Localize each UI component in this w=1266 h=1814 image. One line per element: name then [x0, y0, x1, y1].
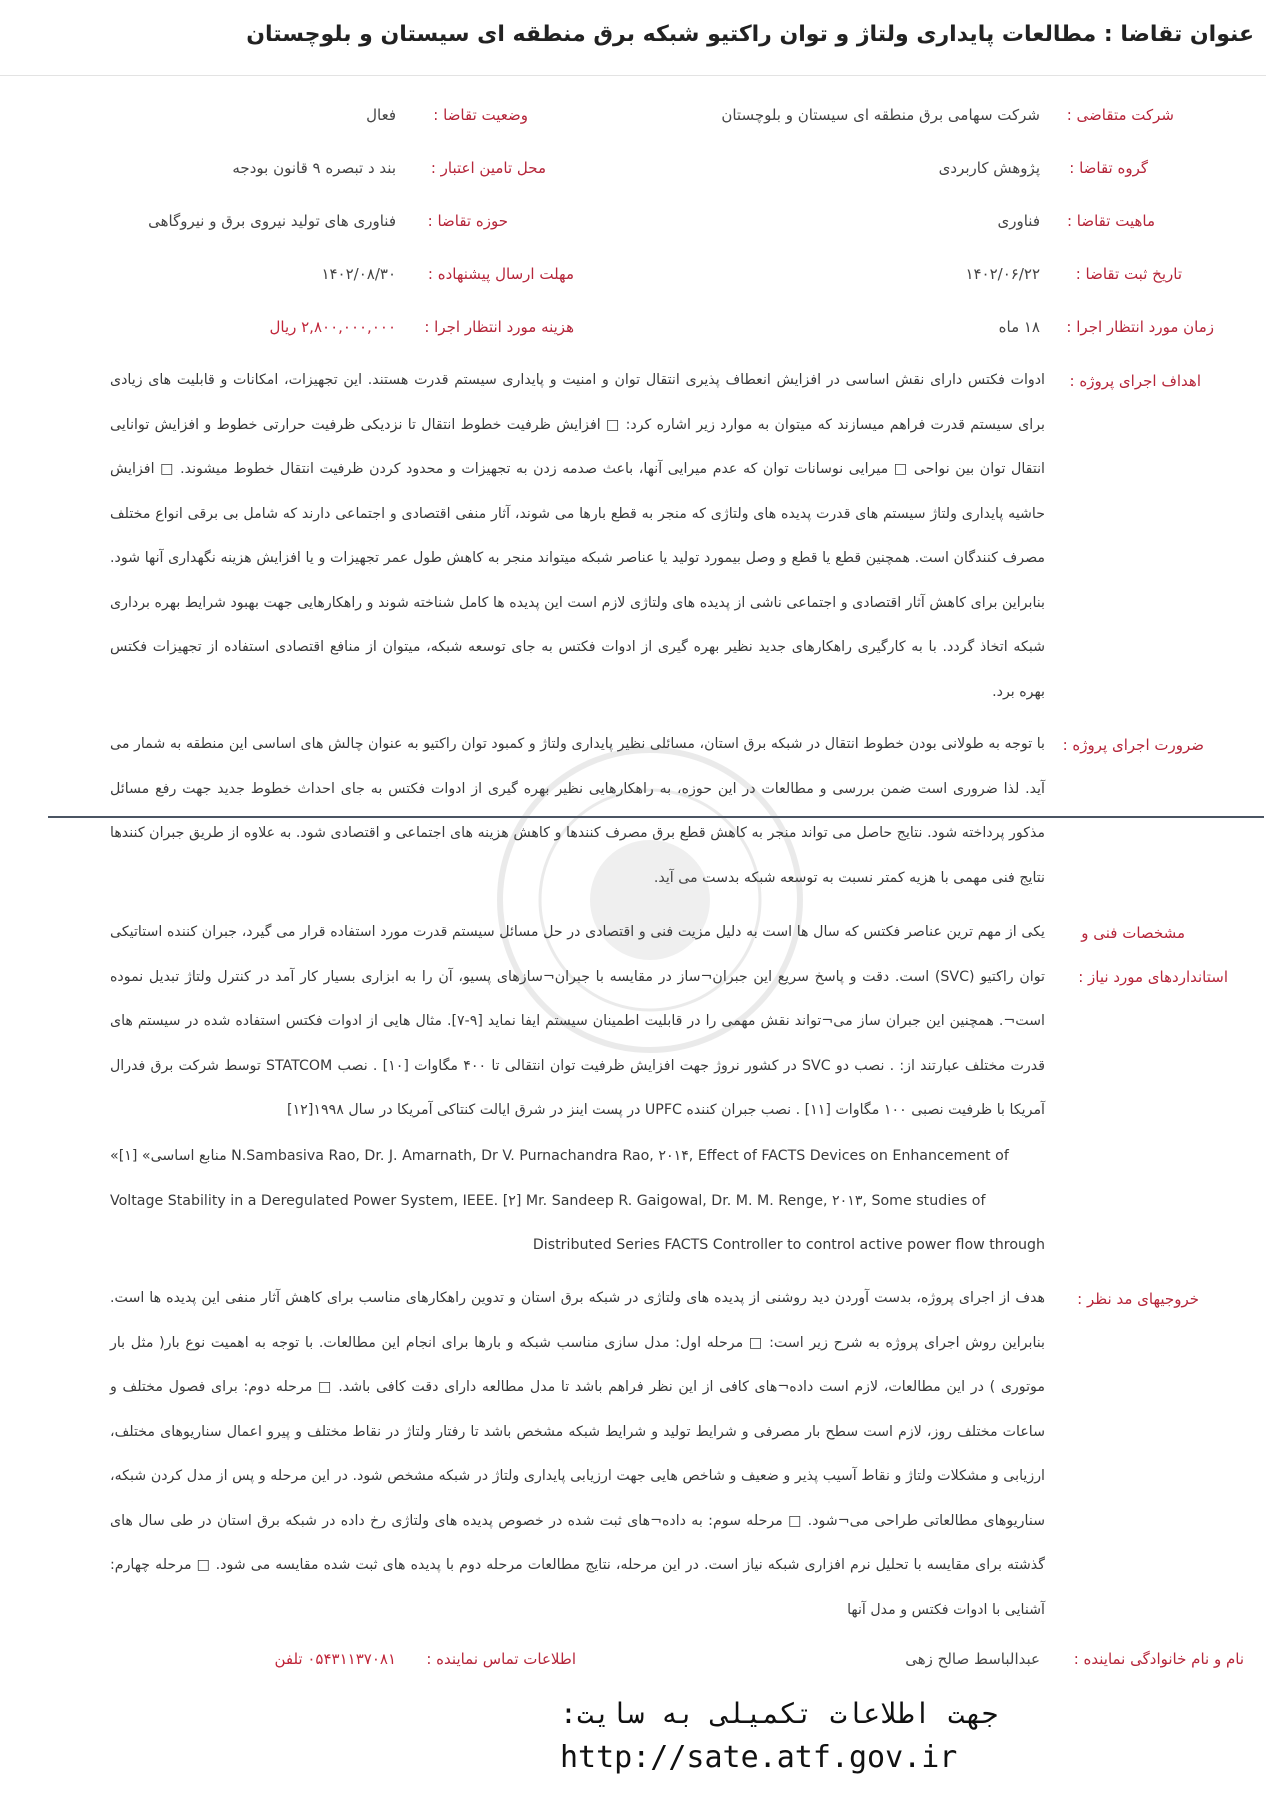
- cost-label: هزینه مورد انتظار اجرا :: [424, 318, 574, 336]
- divider-line: [48, 816, 1264, 818]
- status-value: فعال: [366, 106, 396, 124]
- specs-references-line1: «منابع اساسی» [۱] N.Sambasiva Rao, Dr. J. Amarnath, Dr V. Purnachandra Rao, ۲۰۱۴, Effect of FACTS Devices on Enhancement of: [110, 1148, 1009, 1164]
- deadline-value: ۱۴۰۲/۰۸/۳۰: [321, 265, 396, 283]
- nature-label: ماهیت تقاضا :: [1066, 212, 1155, 230]
- deadline-label: مهلت ارسال پیشنهاده :: [427, 265, 574, 283]
- representative-value: عبدالباسط صالح زهی: [905, 1650, 1040, 1668]
- footer-url[interactable]: http://sate.atf.gov.ir: [560, 1740, 958, 1775]
- contact-info-value: ۰۵۴۳۱۱۳۷۰۸۱ تلفن: [274, 1650, 396, 1668]
- footer-note: جهت اطلاعات تکمیلی به سایت:: [560, 1697, 999, 1730]
- duration-label: زمان مورد انتظار اجرا :: [1066, 318, 1214, 336]
- applicant-label: شرکت متقاضی :: [1066, 106, 1174, 124]
- nature-value: فناوری: [997, 212, 1040, 230]
- specs-references-line2: Voltage Stability in a Deregulated Power System, IEEE. [۲] Mr. Sandeep R. Gaigowal, Dr. M. M. Renge, ۲۰۱۳, Some studies of: [110, 1193, 986, 1209]
- page-title: عنوان تقاضا : مطالعات پایداری ولتاژ و توان راکتیو شبکه برق منطقه ای سیستان و بلوچستان: [246, 22, 1254, 47]
- goals-text: ادوات فکتس دارای نقش اساسی در افزایش انعطاف پذیری انتقال توان و امنیت و پایداری سیستم قدرت هستند. این تجهیزات، امکانات و قابلیت های زیادی برای سیستم قدرت فراهم میسازند که میتوان به موارد زیر اشاره کرد: □ افزایش ظرفیت خطوط انتقال تا نزدیکی ظرفیت حرارتی خطوط و افزایش توانایی انتقال توان بین نواحی □ میرایی نوسانات توان که عدم میرایی آنها، باعث صدمه زدن به تجهیزات و محدود کردن ظرفیت انتقال خطوط میشوند. □ افزایش حاشیه پایداری ولتاژ سیستم های قدرت پدیده های ولتاژی که منجر به قطع بارها می شوند، آثار منفی اقتصادی و اجتماعی دارند که شامل بی برقی انواع مختلف مصرف کنندگان است. همچنین قطع یا قطع و وصل بیمورد تولید یا عناصر شبکه میتواند منجر به کاهش طول عمر تجهیزات و یا افزایش هزینه نگهداری آنها شود. بنابراین برای کاهش آثار اقتصادی و اجتماعی ناشی از پدیده های ولتاژی لازم است این پدیده ها کامل شناخته شوند و راهکارهایی جهت بهبود شرایط بهره برداری شبکه اتخاذ گردد. با به کارگیری راهکارهای جدید نظیر بهره گیری از ادوات فکتس به جای توسعه شبکه، میتوان از منافع اقتصادی استفاده از تجهیزات فکتس بهره برد.: [110, 372, 1045, 700]
- duration-value: ۱۸ ماه: [998, 318, 1040, 336]
- outputs-text: هدف از اجرای پروژه، بدست آوردن دید روشنی از پدیده های ولتاژی در شبکه برق استان و تدوین راهکارهای مناسب برای کاهش آثار منفی این پدیده ها است. بنابراین روش اجرای پروژه به شرح زیر است: □ مرحله اول: مدل سازی مناسب شبکه و بارها برای انجام این مطالعات. با توجه به اهمیت نوع بار( مثل بار موتوری ) در این مطالعات، لازم است داده¬های کافی از این نظر فراهم باشد تا مدل مطالعه دارای دقت کافی باشد. □ مرحله دوم: برای فصول مختلف و ساعات مختلف روز، لازم است سطح بار مصرفی و شرایط تولید و شرایط شبکه مشخص باشد تا رفتار ولتاژ در نقاط مختلف و پیرو اعمال سناریوهای مختلف، ارزیابی و مشکلات ولتاژ و نقاط آسیب پذیر و ضعیف و شاخص هایی جهت ارزیابی پایداری ولتاژ در شبکه مشخص شود. در این مرحله و پس از مدل کردن شبکه، سناریوهای مطالعاتی طراحی می¬شود. □ مرحله سوم: به داده¬های ثبت شده در خصوص پدیده های ولتاژی رخ داده در شبکه برق استان در طی سال های گذشته برای مقایسه با تحلیل نرم افزاری شبکه نیاز است. در این مرحله، نتایج مطالعات مرحله دوم با پدیده های ثبت شده مقایسه می شود. □ مرحله چهارم: آشنایی با ادوات فکتس و مدل آنها: [110, 1290, 1045, 1618]
- domain-label: حوزه تقاضا :: [427, 212, 508, 230]
- registration-date-label: تاریخ ثبت تقاضا :: [1075, 265, 1182, 283]
- domain-value: فناوری های تولید نیروی برق و نیروگاهی: [148, 212, 396, 230]
- necessity-label: ضرورت اجرای پروژه :: [1062, 736, 1204, 754]
- goals-label: اهداف اجرای پروژه :: [1069, 372, 1201, 390]
- specs-references-line3: Distributed Series FACTS Controller to control active power flow through: [532, 1237, 1045, 1253]
- cost-value: ۲,۸۰۰,۰۰۰,۰۰۰ ریال: [269, 318, 396, 336]
- outputs-label: خروجیهای مد نظر :: [1077, 1290, 1199, 1308]
- group-label: گروه تقاضا :: [1069, 159, 1148, 177]
- representative-label: نام و نام خانوادگی نماینده :: [1073, 1650, 1244, 1668]
- status-label: وضعیت تقاضا :: [433, 106, 528, 124]
- contact-info-label: اطلاعات تماس نماینده :: [426, 1650, 576, 1668]
- specs-label-line1: مشخصات فنی و: [1081, 924, 1185, 942]
- funding-value: بند د تبصره ۹ قانون بودجه: [232, 159, 396, 177]
- funding-label: محل تامین اعتبار :: [430, 159, 546, 177]
- group-value: پژوهش کاربردی: [938, 159, 1040, 177]
- specs-text: یکی از مهم ترین عناصر فکتس که سال ها است به دلیل مزیت فنی و اقتصادی در حل مسائل سیستم قدرت مورد استفاده قرار می گیرد، جبران کننده استاتیکی توان راکتیو (SVC) است. دقت و پاسخ سریع این جبران¬ساز در مقایسه با جبران¬سازهای پسیو، آن را به ابزاری بسیار کار آمد در کنترل ولتاژ تبدیل نموده است¬. همچنین این جبران ساز می¬تواند نقش مهمی را در قابلیت اطمینان سیستم ایفا نماید [۹-۷]. مثال هایی از ادوات فکتس استفاده شده در سیستم های قدرت مختلف عبارتند از: . نصب دو SVC در کشور نروژ جهت افزایش ظرفیت توان انتقالی تا ۴۰۰ مگاوات [۱۰] . نصب STATCOM توسط شرکت برق فدرال آمریکا با ظرفیت نصبی ۱۰۰ مگاوات [۱۱] . نصب جبران کننده UPFC در پست اینز در شرق ایالت کنتاکی آمریکا در سال ۱۹۹۸[۱۲]: [110, 924, 1045, 1118]
- necessity-text: با توجه به طولانی بودن خطوط انتقال در شبکه برق استان، مسائلی نظیر پایداری ولتاژ و کمبود توان راکتیو به عنوان چالش های اساسی این منطقه به شمار می آید. لذا ضروری است ضمن بررسی و مطالعات در این حوزه، به راهکارهایی نظیر بهره گیری از ادوات فکتس به جای احداث خطوط جدید جهت رفع مسائل مذکور پرداخته شود. نتایج حاصل می تواند منجر به کاهش قطع برق مصرف کنندها و کاهش هزینه های اجتماعی و اقتصادی شود. به علاوه از طریق جبران کنندها نتایج فنی مهمی با هزیه کمتر نسبت به توسعه شبکه بدست می آید.: [110, 736, 1045, 886]
- specs-label-line2: استانداردهای مورد نیاز :: [1078, 968, 1228, 986]
- title-bar: [0, 0, 1266, 76]
- registration-date-value: ۱۴۰۲/۰۶/۲۲: [965, 265, 1040, 283]
- applicant-value: شرکت سهامی برق منطقه ای سیستان و بلوچستان: [721, 106, 1040, 124]
